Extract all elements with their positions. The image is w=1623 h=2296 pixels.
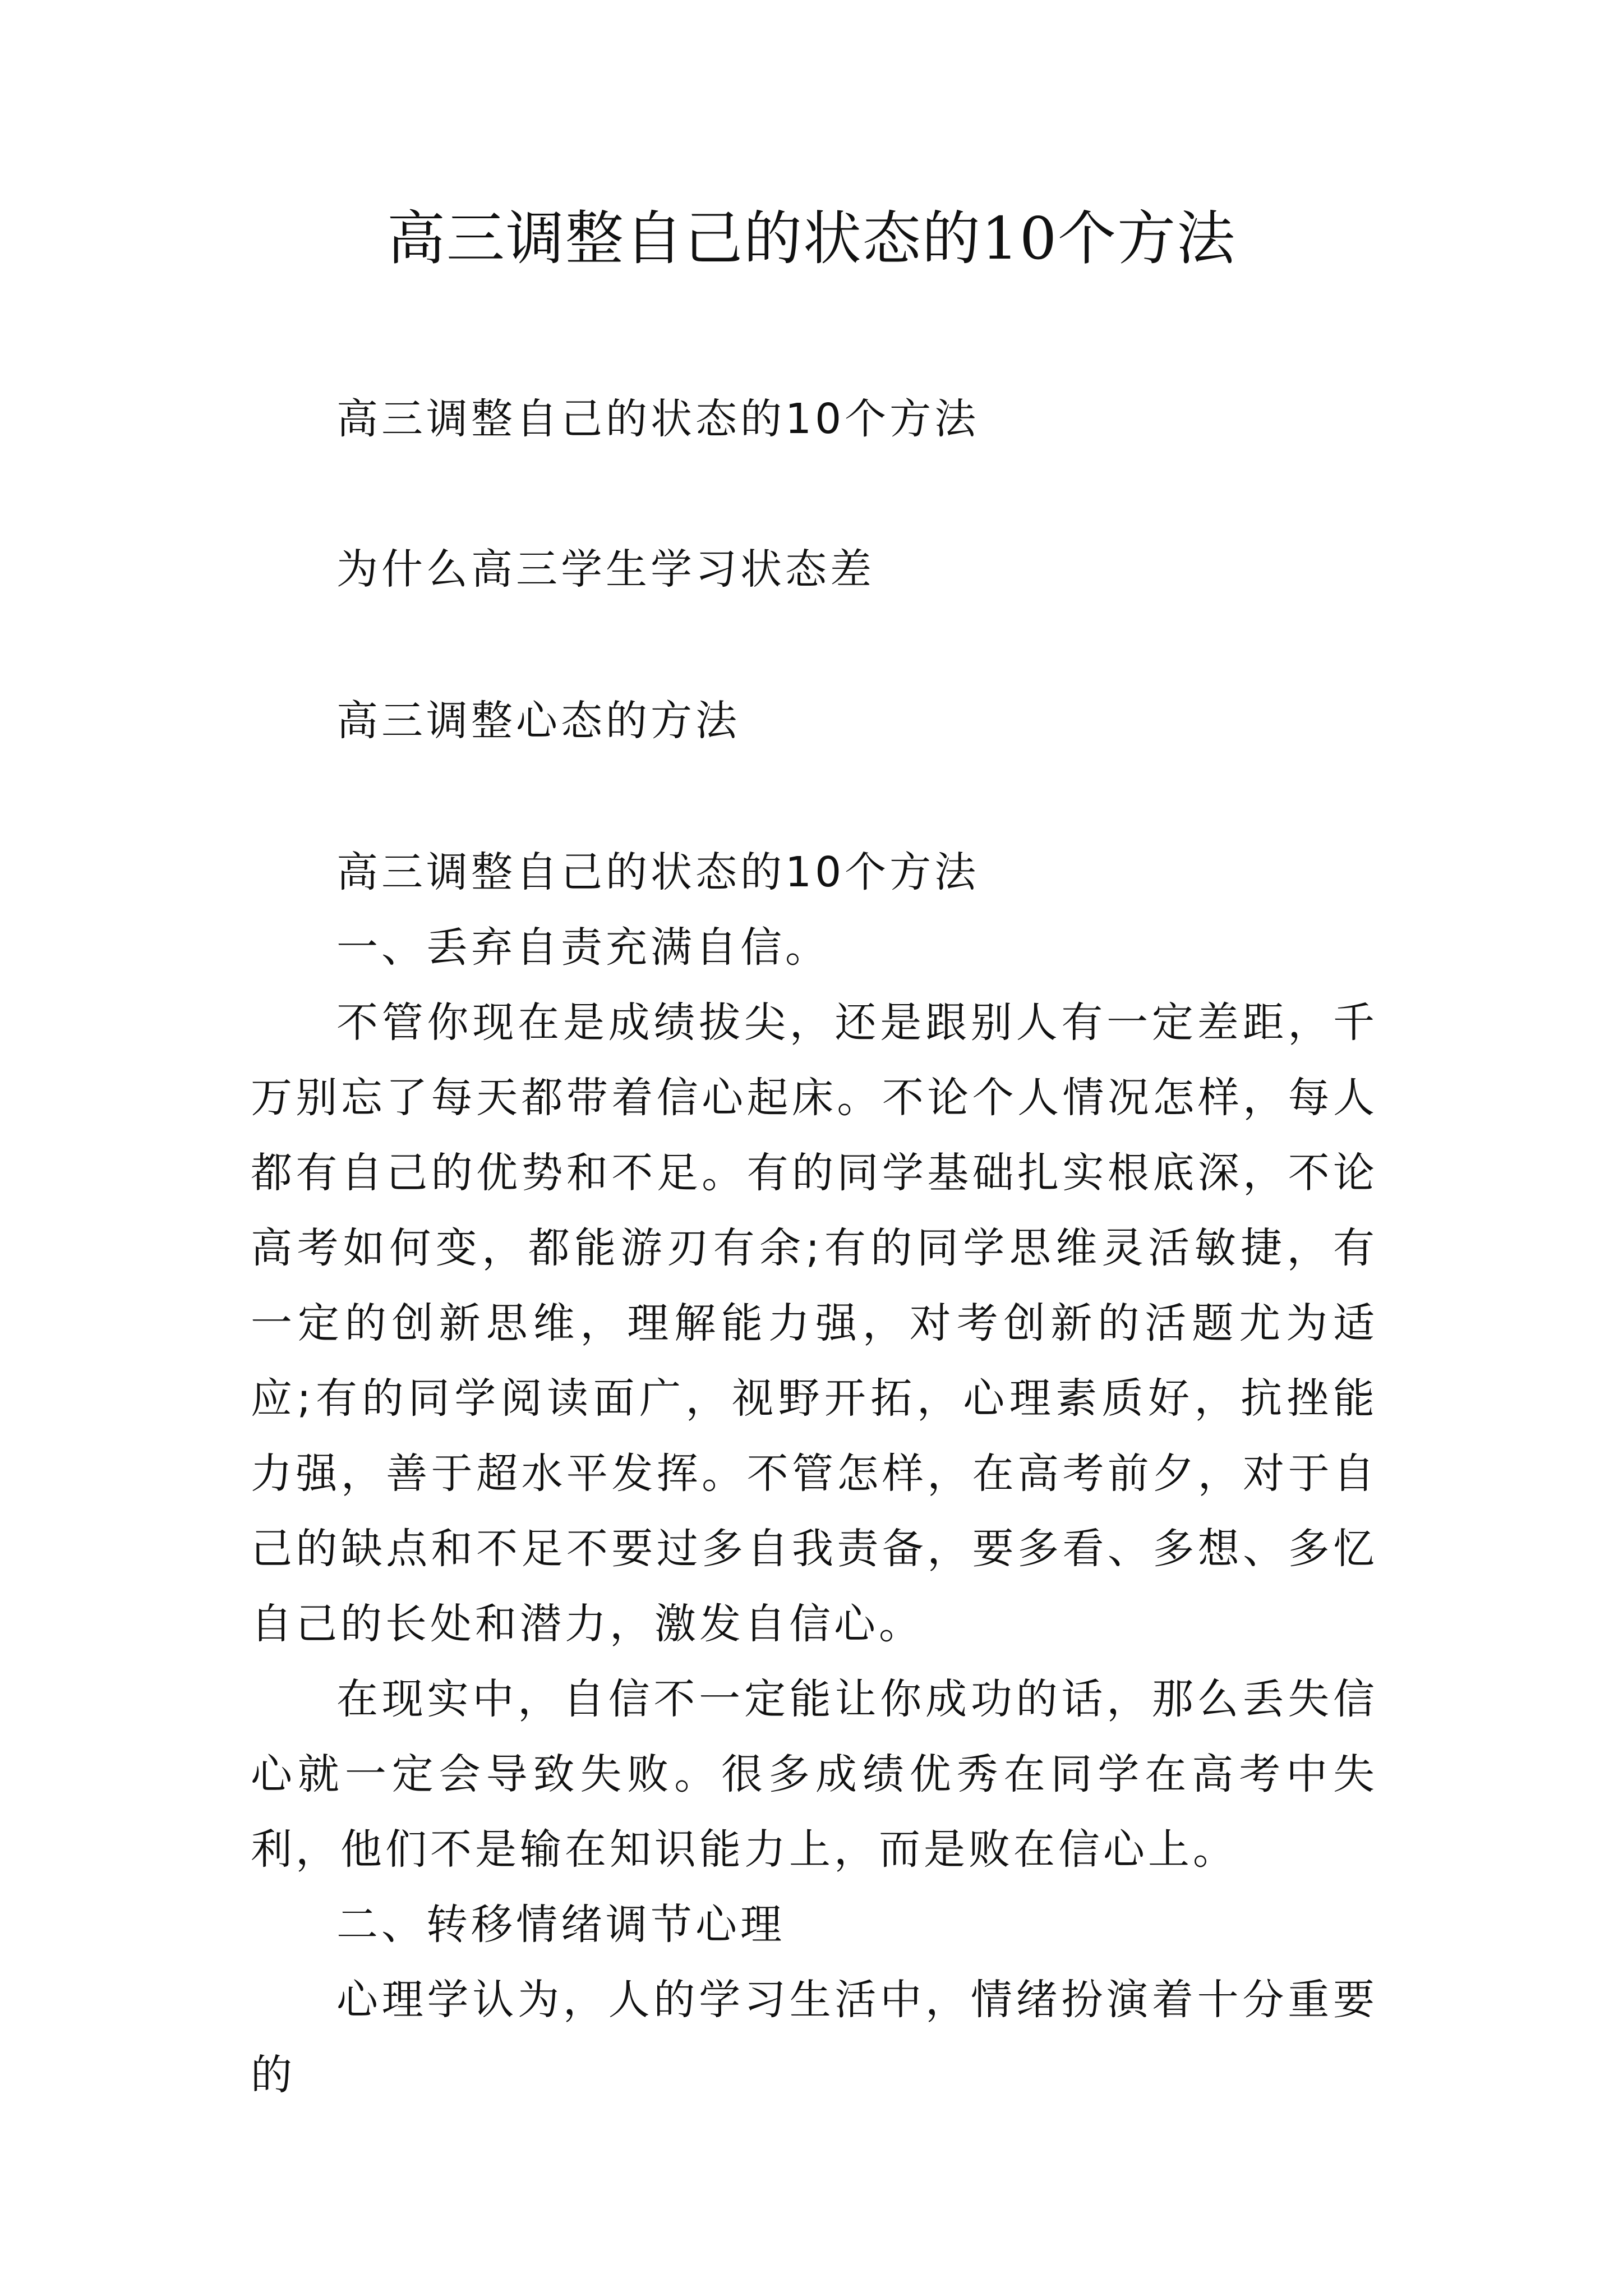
toc-item-3: 高三调整心态的方法 (336, 697, 740, 745)
item1-paragraph-1: 不管你现在是成绩拔尖，还是跟别人有一定差距，千万别忘了每天都带着信心起床。不论个人情况怎样，每人都有自己的优势和不足。有的同学基础扎实根底深，不论高考如何变，都能游刃有余;有的同学思维灵活敏捷，有一定的创新思维，理解能力强，对考创新的活题尤为适应;有的同学阅读面广，视野开拓，心理素质好，抗挫能力强，善于超水平发挥。不管怎样，在高考前夕，对于自己的缺点和不足不要过多自我责备，要多看、多想、多忆自己的长处和潜力，激发自信心。 (251, 999, 1378, 1648)
section-heading: 高三调整自己的状态的10个方法 (336, 848, 980, 896)
item2-paragraph-1: 心理学认为，人的学习生活中，情绪扮演着十分重要的 (251, 1976, 1378, 2099)
toc-item-2: 为什么高三学生学习状态差 (336, 545, 875, 593)
item1-heading: 一、丢弃自责充满自信。 (336, 923, 830, 972)
document-title: 高三调整自己的状态的10个方法 (386, 204, 1237, 273)
toc-item-1: 高三调整自己的状态的10个方法 (336, 395, 980, 443)
item2-heading: 二、转移情绪调节心理 (336, 1901, 785, 1949)
item1-paragraph-2: 在现实中，自信不一定能让你成功的话，那么丢失信心就一定会导致失败。很多成绩优秀在同学在高考中失利，他们不是输在知识能力上，而是败在信心上。 (251, 1675, 1378, 1874)
